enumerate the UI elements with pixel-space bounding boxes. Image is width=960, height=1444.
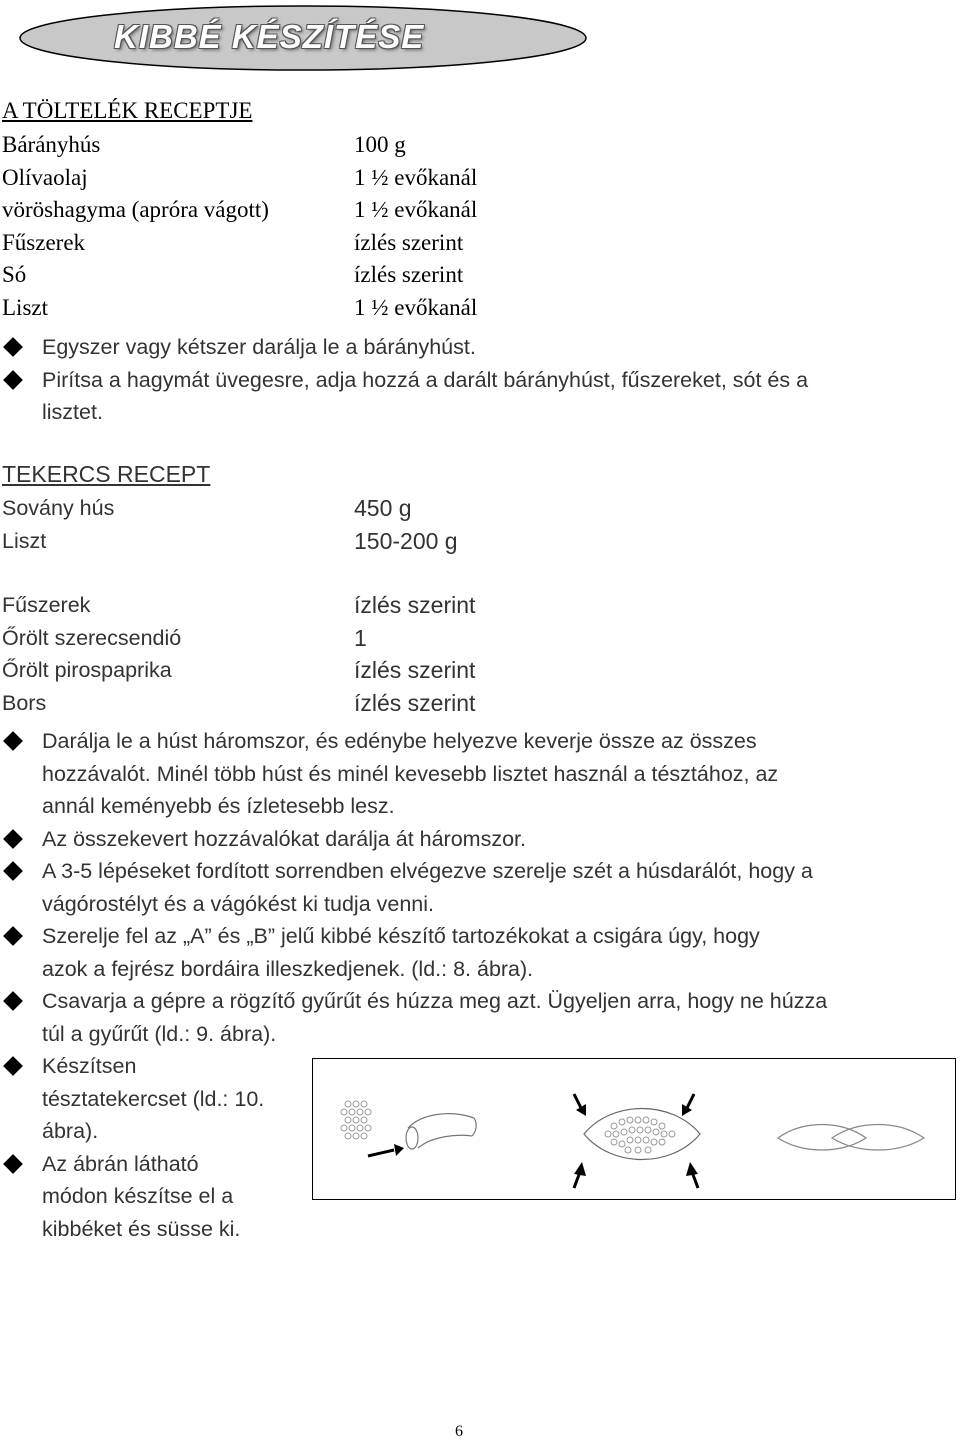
ingredient-row [2,589,702,622]
page-number: 6 [455,1423,463,1440]
ingredient-row [2,654,702,687]
step-line: ábra). [42,1119,99,1143]
ingredient-row [2,129,702,162]
step-line: lisztet. [42,400,103,424]
ingredient-name: Liszt [2,294,48,320]
ingredient-qty: 1 ½ evőkanál [354,294,478,320]
roll-heading: TEKERCS RECEPT [2,461,211,487]
diamond-bullet-icon [3,861,23,881]
ingredient-row [2,492,702,525]
step-line: módon készítse el a [42,1184,234,1208]
ingredient-qty: 1 ½ evőkanál [354,197,478,222]
ingredient-row [2,162,702,195]
ingredient-qty: ízlés szerint [354,657,476,683]
step-line: kibbéket és süsse ki. [42,1216,241,1241]
ingredient-name: Bárányhús [2,132,101,157]
ingredient-name: Őrölt pirospaprika [2,658,172,682]
title-banner [18,4,588,72]
filling-heading: A TÖLTELÉK RECEPTJE [2,98,253,123]
ingredient-qty: 450 g [354,495,412,521]
ingredient-row [2,259,702,292]
diamond-bullet-icon [3,731,23,751]
diamond-bullet-icon [3,337,23,357]
diamond-bullet-icon [3,370,23,390]
ingredient-qty: ízlés szerint [354,229,464,255]
ingredient-row [2,525,702,558]
step-line: Szerelje fel az „A” és „B” jelű kibbé készítő tartozékokat a csigára úgy, hogy [42,924,760,948]
diamond-bullet-icon [3,1056,23,1076]
ingredient-name: Liszt [2,528,47,553]
ingredient-name: Só [2,262,27,287]
kibbe-illustration [312,1058,956,1200]
ingredient-name: Bors [2,690,47,715]
ingredient-row [2,194,702,227]
step-line: tésztatekercset (ld.: 10. [42,1086,265,1111]
ingredient-qty: 150-200 g [354,527,458,554]
ingredient-name: Őrölt szerecsendió [2,625,182,650]
step-line: vágórostélyt és a vágókést ki tudja venni. [42,891,434,916]
ingredient-row [2,292,702,325]
diamond-bullet-icon [3,1154,23,1174]
ingredient-qty: ízlés szerint [354,689,476,716]
step-line: Az összekevert hozzávalókat darálja át háromszor. [42,826,526,851]
step-line: túl a gyűrűt (ld.: 9. ábra). [42,1021,277,1046]
step-line: Pirítsa a hagymát üvegesre, adja hozzá a darált bárányhúst, fűszereket, sót és a [42,367,809,392]
arrow-right-icon [368,1144,404,1156]
step-line: annál keményebb és ízletesebb lesz. [42,794,395,818]
diamond-bullet-icon [3,991,23,1011]
ingredient-qty: 1 [354,624,367,651]
step-line: Az ábrán látható [42,1151,199,1176]
ingredient-qty: ízlés szerint [354,262,464,287]
ingredient-name: Olívaolaj [2,164,88,190]
illustration-svg [312,1058,956,1200]
dough-tube-icon [406,1114,476,1149]
page-title: KIBBÉ KÉSZÍTÉSE [114,18,425,55]
step-line: hozzávalót. Minél több húst és minél kevesebb lisztet használ a tésztához, az [42,761,779,786]
pinch-arrows-icon [574,1094,698,1188]
ingredient-name: vöröshagyma (apróra vágott) [2,197,269,222]
finished-kibbe-icon [778,1125,924,1151]
ingredient-qty: ízlés szerint [354,592,476,618]
ingredient-name: Fűszerek [2,593,91,617]
diamond-bullet-icon [3,926,23,946]
step-line: Darálja le a húst háromszor, és edénybe helyezve keverje össze az összes [42,729,757,753]
dough-balls-icon [341,1101,371,1139]
ingredient-qty: 1 ½ evőkanál [354,164,478,190]
ingredient-qty: 100 g [354,132,406,157]
filled-kibbe-icon [584,1109,700,1160]
step-line: Egyszer vagy kétszer darálja le a bárányhúst. [42,335,476,359]
ingredient-name: Fűszerek [2,229,86,255]
ingredient-row [2,687,702,720]
ingredient-name: Sovány hús [2,496,115,520]
step-line: Készítsen [42,1054,137,1078]
step-line: azok a fejrész bordáira illeszkedjenek. (ld.: 8. ábra). [42,956,534,981]
step-line: A 3-5 lépéseket fordított sorrendben elvégezve szerelje szét a húsdarálót, hogy a [42,859,813,883]
ingredient-row [2,622,702,655]
step-line: Csavarja a gépre a rögzítő gyűrűt és húzza meg azt. Ügyeljen arra, hogy ne húzza [42,989,828,1013]
diamond-bullet-icon [3,829,23,849]
ingredient-row [2,227,702,260]
